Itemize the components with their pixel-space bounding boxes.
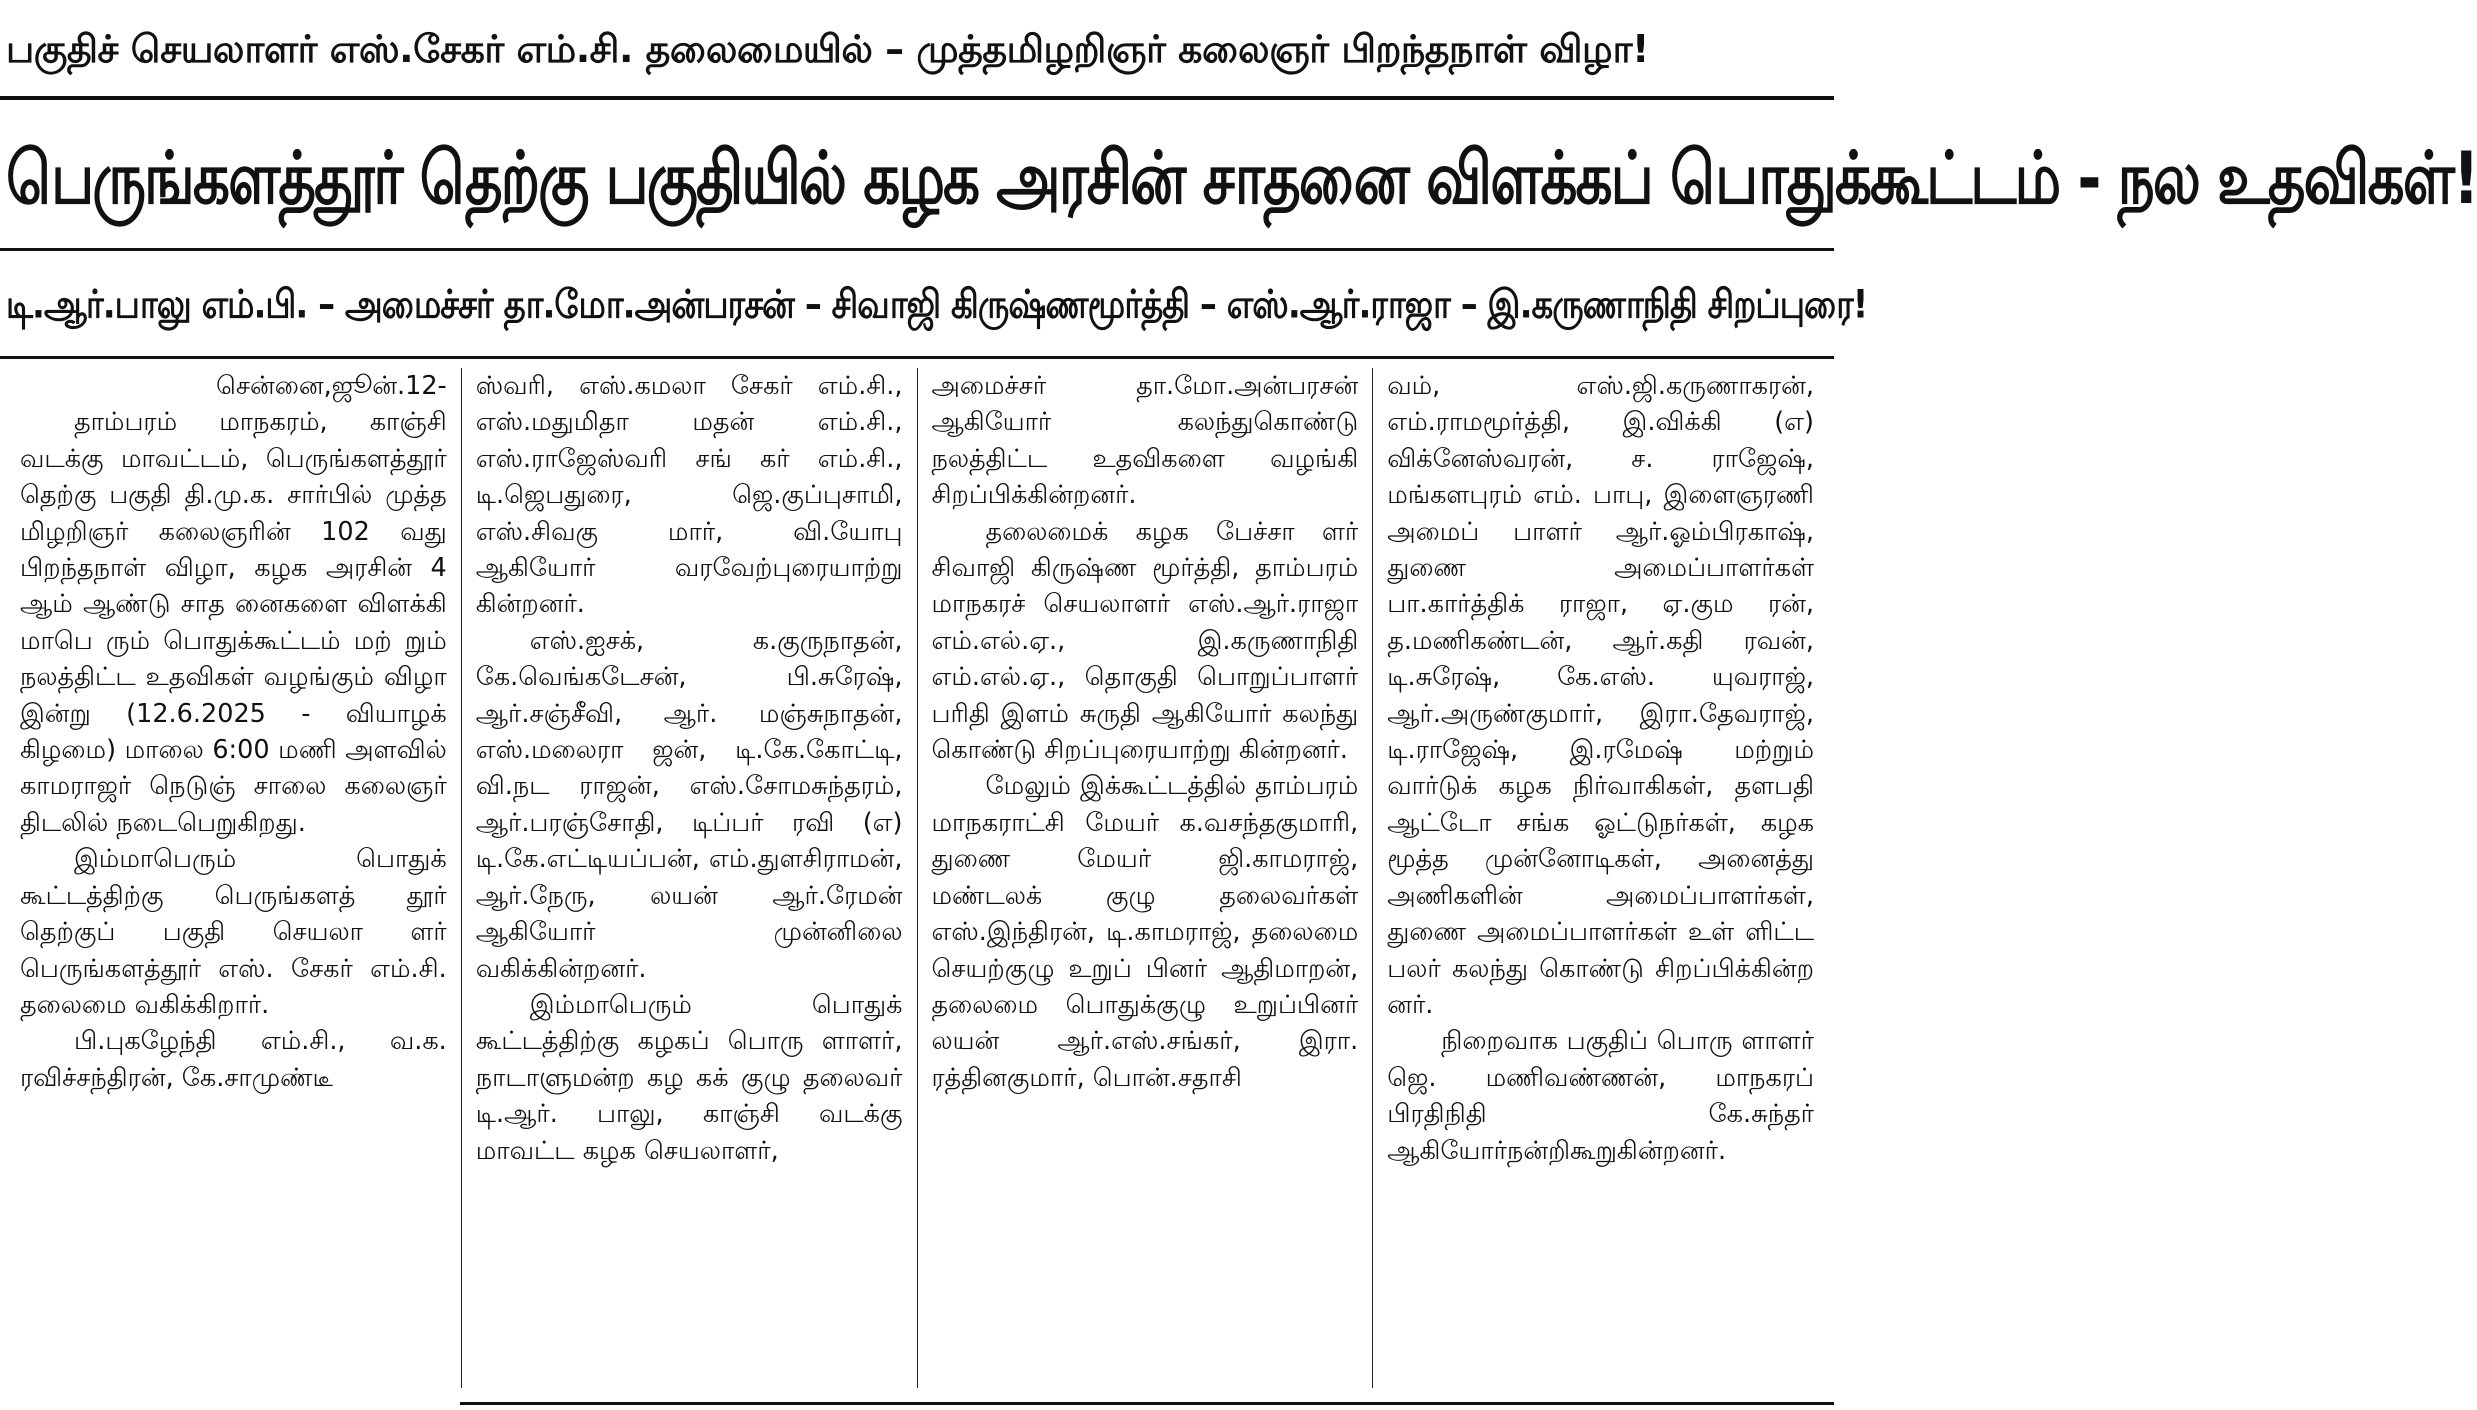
paragraph: இம்மாபெரும் பொதுக் கூட்டத்திற்கு பெருங்களத் தூர் தெற்குப் பகுதி செயலா ளர் பெருங்களத்தூர் எஸ். சேகர் எம்.சி. தலைமை வகிக்கிறார். xyxy=(20,844,447,1020)
article-column-4 xyxy=(1373,368,1828,1388)
paragraph: தலைமைக் கழக பேச்சா ளர் சிவாஜி கிருஷ்ண மூர்த்தி, தாம்பரம் மாநகரச் செயலாளர் எஸ்.ஆர்.ராஜா எம்.எல்.ஏ., இ.கருணாநிதி எம்.எல்.ஏ., தொகுதி பொறுப்பாளர் பரிதி இளம் சுருதி ஆகியோர் கலந்து கொண்டு சிறப்புரையாற்று கின்றனர். xyxy=(931,516,1359,766)
paragraph: வம், எஸ்.ஜி.கருணாகரன், எம்.ராமமூர்த்தி, இ.விக்கி (எ) விக்னேஸ்வரன், ச. ராஜேஷ், மங்களபுரம் எம். பாபு, இளைஞரணி அமைப் பாளர் ஆர்.ஓம்பிரகாஷ், துணை அமைப்பாளர்கள் பா.கார்த்திக் ராஜா, ஏ.கும ரன், த.மணிகண்டன், ஆர்.கதி ரவன், டி.சுரேஷ், கே.எஸ். யுவராஜ், ஆர்.அருண்குமார், இரா.தேவராஜ், டி.ராஜேஷ், இ.ரமேஷ் மற்றும் வார்டுக் கழக நிர்வாகிகள், தளபதி ஆட்டோ சங்க ஓட்டுநர்கள், கழக மூத்த முன்னோடிகள், அனைத்து அணிகளின் அமைப்பாளர்கள், துணை அமைப்பாளர்கள் உள் ளிட்ட பலர் கலந்து கொண்டு சிறப்பிக்கின்ற னர். xyxy=(1387,371,1814,1020)
article-column-2 xyxy=(462,368,918,1388)
paragraph: அமைச்சர் தா.மோ.அன்பரசன் ஆகியோர் கலந்துகொண்டு நலத்திட்ட உதவிகளை வழங்கி சிறப்பிக்கின்றனர். xyxy=(931,371,1359,511)
paragraph: ஸ்வரி, எஸ்.கமலா சேகர் எம்.சி., எஸ்.மதுமிதா மதன் எம்.சி., எஸ்.ராஜேஸ்வரி சங் கர் எம்.சி., டி.ஜெபதுரை, ஜெ.குப்புசாமி, எஸ்.சிவகு மார், வி.யோபு ஆகியோர் வரவேற்புரையாற்று கின்றனர். xyxy=(475,371,903,620)
subhead-divider xyxy=(0,356,1834,359)
headline-divider xyxy=(0,248,1834,251)
dateline: சென்னை,ஜூன்.12- xyxy=(216,371,447,401)
kicker-line: பகுதிச் செயலாளர் எஸ்.சேகர் எம்.சி. தலைமையில் – முத்தமிழறிஞர் கலைஞர் பிறந்தநாள் விழா! xyxy=(6,27,1649,71)
article-column-1 xyxy=(6,368,462,1388)
paragraph: தாம்பரம் மாநகரம், காஞ்சி வடக்கு மாவட்டம், பெருங்களத்தூர் தெற்கு பகுதி தி.மு.க. சார்பில் முத்த மிழறிஞர் கலைஞரின் 102 வது பிறந்தநாள் விழா, கழக அரசின் 4 ஆம் ஆண்டு சாத னைகளை விளக்கி மாபெ ரும் பொதுக்கூட்டம் மற் றும் நலத்திட்ட உதவிகள் வழங்கும் விழா இன்று (12.6.2025 - வியாழக் கிழமை) மாலை 6:00 மணி அளவில் காமராஜர் நெடுஞ் சாலை கலைஞர் திடலில் நடைபெறுகிறது. xyxy=(20,407,447,838)
headline: பெருங்களத்தூர் தெற்கு பகுதியில் கழக அரசின் சாதனை விளக்கப் பொதுக்கூட்டம் - நல உதவிகள்! xyxy=(6,135,2477,221)
paragraph: இம்மாபெரும் பொதுக் கூட்டத்திற்கு கழகப் பொரு ளாளர், நாடாளுமன்ற கழ கக் குழு தலைவர் டி.ஆர். பாலு, காஞ்சி வடக்கு மாவட்ட கழக செயலாளர், xyxy=(475,989,903,1166)
paragraph: மேலும் இக்கூட்டத்தில் தாம்பரம் மாநகராட்சி மேயர் க.வசந்தகுமாரி, துணை மேயர் ஜி.காமராஜ், மண்டலக் குழு தலைவர்கள் எஸ்.இந்திரன், டி.காமராஜ், தலைமை செயற்குழு உறுப் பினர் ஆதிமாறன், தலைமை பொதுக்குழு உறுப்பினர் லயன் ஆர்.எஸ்.சங்கர், இரா. ரத்தினகுமார், பொன்.சதாசி xyxy=(931,771,1359,1093)
bottom-divider xyxy=(460,1402,1834,1405)
paragraph: பி.புகழேந்தி எம்.சி., வ.க. ரவிச்சந்திரன், கே.சாமுண்டீ xyxy=(20,1026,447,1093)
top-divider xyxy=(0,96,1834,100)
paragraph: நிறைவாக பகுதிப் பொரு ளாளர் ஜெ. மணிவண்ணன், மாநகரப் பிரதிநிதி கே.சுந்தர் ஆகியோர்நன்றிகூறுகின்றனர். xyxy=(1387,1026,1814,1166)
subheadline: டி.ஆர்.பாலு எம்.பி. – அமைச்சர் தா.மோ.அன்பரசன் – சிவாஜி கிருஷ்ணமூர்த்தி – எஸ்.ஆர்.ராஜா – இ.கருணாநிதி சிறப்புரை! xyxy=(6,282,1868,328)
article-body xyxy=(6,368,1828,1388)
article-column-3 xyxy=(918,368,1374,1388)
paragraph: எஸ்.ஐசக், க.குருநாதன், கே.வெங்கடேசன், பி.சுரேஷ், ஆர்.சஞ்சீவி, ஆர். மஞ்சுநாதன், எஸ்.மலைரா ஜன், டி.கே.கோட்டி, வி.நட ராஜன், எஸ்.சோமசுந்தரம், ஆர்.பரஞ்சோதி, டிப்பர் ரவி (எ) டி.கே.எட்டியப்பன், எம்.துளசிராமன், ஆர்.நேரு, லயன் ஆர்.ரேமன் ஆகியோர் முன்னிலை வகிக்கின்றனர். xyxy=(475,625,903,984)
